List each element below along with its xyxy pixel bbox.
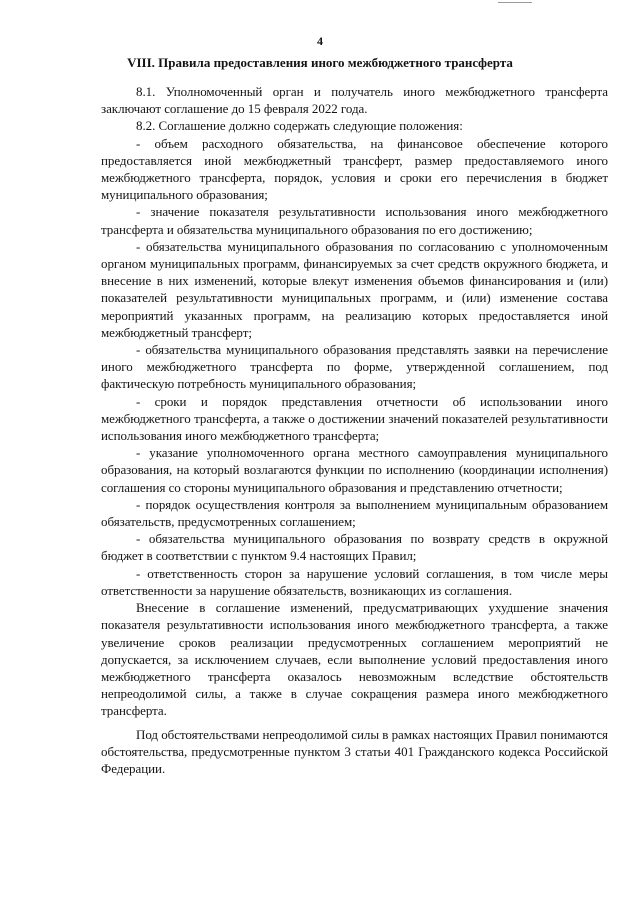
document-body [101,83,608,777]
scan-edge-mark [498,2,532,3]
page-number: 4 [317,34,323,48]
list-item-refund-obligations: - обязательства муниципального образования по возврату средств в окружной бюджет в соответствии с пунктом 9.4 настоящих Правил; [101,531,608,564]
list-item-transfer-requests: - обязательства муниципального образования представлять заявки на перечисление иного межбюджетного трансферта по форме, утвержденной соглашением, под фактическую потребность муниципального образования; [101,342,608,392]
list-item-obligation-volume: - объем расходного обязательства, на финансовое обеспечение которого предоставляется иной межбюджетный трансферт, размер предоставляемого иного межбюджетного трансферта, порядок, условия и сроки его перечисления в бюджет муниципального образования; [101,135,608,203]
list-item-responsibility: - ответственность сторон за нарушение условий соглашения, в том числе меры ответственности за нарушение обязательств, возникающих из соглашения. [101,565,608,598]
list-item-reporting: - сроки и порядок представления отчетности об использовании иного межбюджетного трансферта, а также о достижении значений показателей результативности использования иного межбюджетного трансферта; [101,393,608,444]
list-item-local-authority: - указание уполномоченного органа местного самоуправления муниципального образования, на который возлагаются функции по исполнению (координации исполнения) соглашения со стороны муниципального образования и представлению отчетности; [101,445,608,495]
list-item-control: - порядок осуществления контроля за выполнением муниципальным образованием обязательств, предусмотренных соглашением; [101,496,608,530]
list-item-performance-indicator: - значение показателя результативности использования иного межбюджетного трансферта и обязательства муниципального образования по его достижению; [101,204,608,237]
section-title: VIII. Правила предоставления иного межбюджетного трансферта [127,55,513,70]
paragraph-8-1: 8.1. Уполномоченный орган и получатель иного межбюджетного трансферта заключают соглашение до 15 февраля 2022 года. [101,84,608,117]
paragraph-force-majeure: Под обстоятельствами непреодолимой силы в рамках настоящих Правил понимаются обстоятельства, предусмотренные пунктом 3 статьи 401 Гражданского кодекса Российской Федерации. [101,726,608,776]
list-item-program-approval: - обязательства муниципального образования по согласованию с уполномоченным органом муниципальных программ, финансируемых за счет средств окружного бюджета, и внесение в них изменений, которые влекут изменения объемов финансирования и (или) показателей результативности муниципальных программ, и (или) изменение состава мероприятий указанных программ, на реализацию которых предоставляется иной межбюджетный трансферт; [101,238,608,340]
paragraph-amendments: Внесение в соглашение изменений, предусматривающих ухудшение значения показателя результативности использования иного межбюджетного трансферта, а также увеличение сроков реализации предусмотренных соглашением мероприятий не допускается, за исключением случаев, если выполнение условий предоставления иного межбюджетного трансферта оказалось невозможным вследствие обстоятельств непреодолимой силы, а также в случае сокращения размера иного межбюджетного трансферта. [101,600,608,719]
paragraph-8-2: 8.2. Соглашение должно содержать следующие положения: [136,118,463,134]
